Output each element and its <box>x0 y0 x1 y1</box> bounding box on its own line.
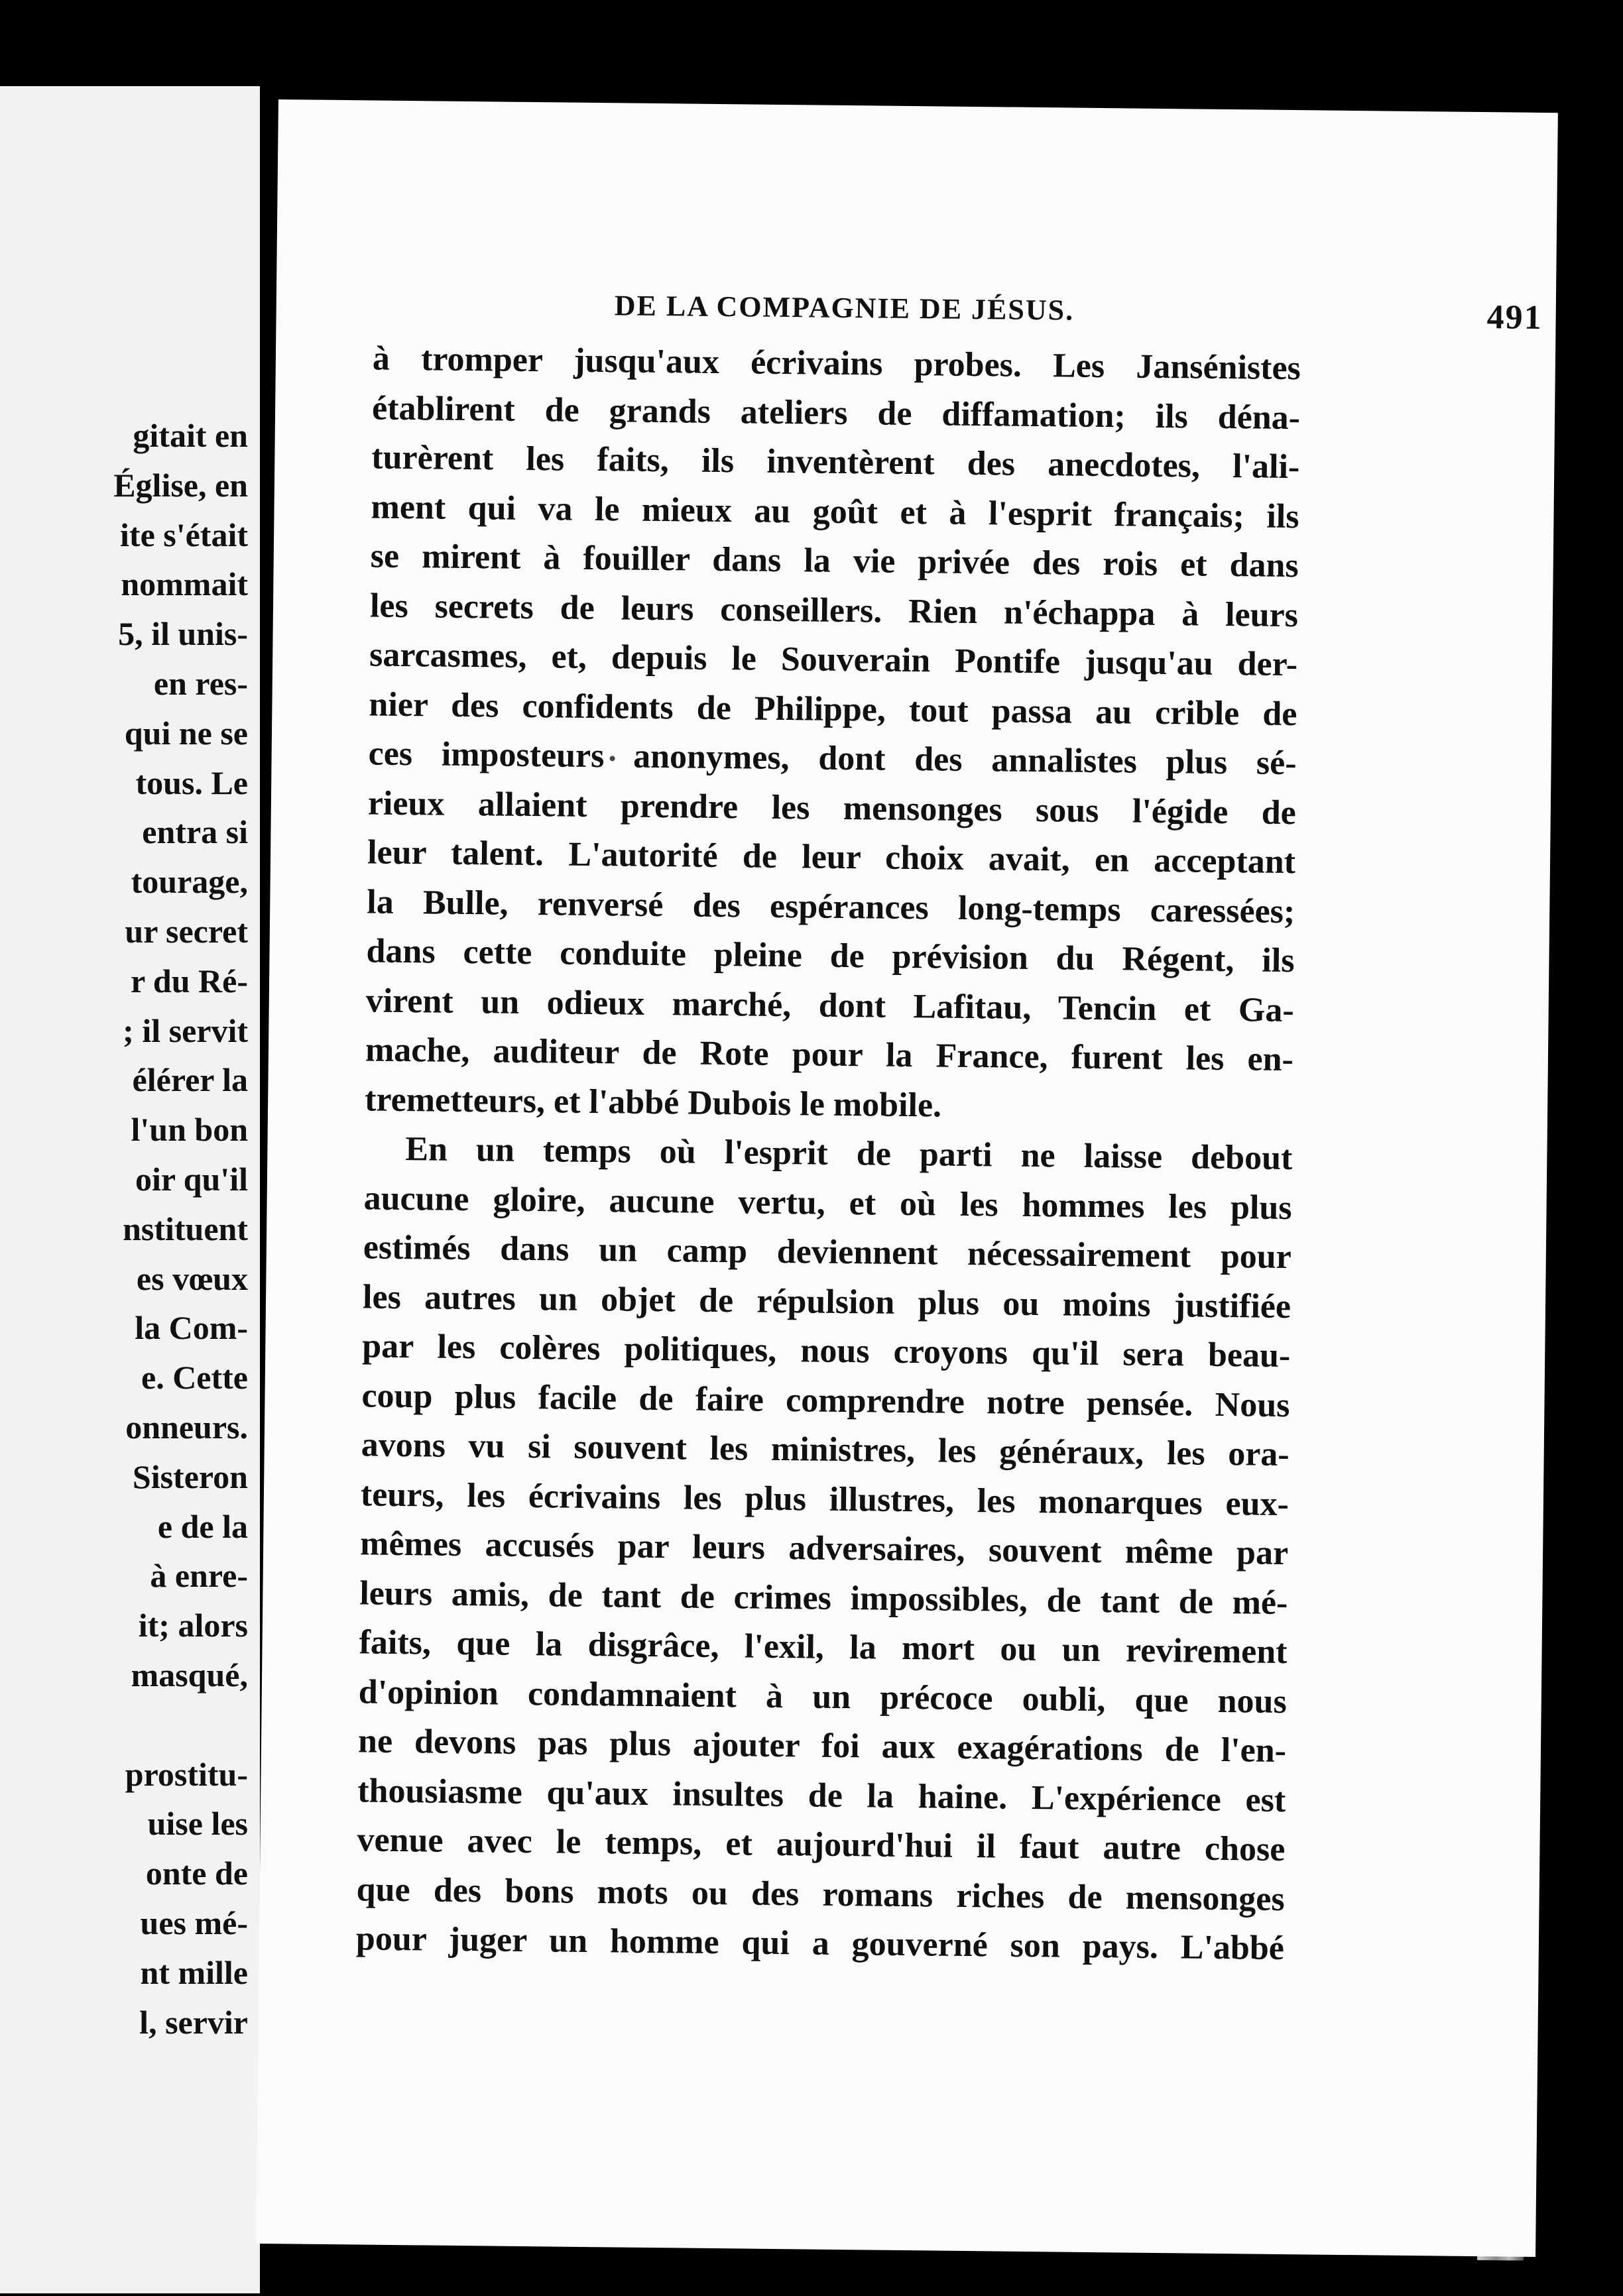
left-page-line-fragment: gitait en <box>133 417 248 454</box>
text-line: la Bulle, renversé des espérances long-temps caressées; <box>367 882 1295 931</box>
left-page-line-fragment: es vœux <box>136 1259 248 1297</box>
text-line: mêmes accusés par leurs adversaires, souvent même par <box>359 1524 1289 1573</box>
text-line: nier des confidents de Philippe, tout passa au crible de <box>369 685 1297 733</box>
left-page-line-fragment: en res- <box>153 664 248 702</box>
text-line: estimés dans un camp deviennent nécessairement pour <box>363 1228 1292 1277</box>
left-page-line-fragment: tourage, <box>131 863 248 901</box>
text-line: ment qui va le mieux au goût et à l'esprit français; ils <box>371 487 1299 536</box>
main-page <box>256 99 1558 2257</box>
text-line: établirent de grands ateliers de diffamation; ils déna- <box>371 389 1301 437</box>
text-line: turèrent les faits, ils inventèrent des anecdotes, l'ali- <box>371 438 1300 487</box>
left-page-line-fragment: nstituent <box>123 1210 248 1247</box>
text-line: rieux allaient prendre les mensonges sous l'égide de <box>367 783 1297 832</box>
left-page-line-fragment: r du Ré- <box>131 962 248 1000</box>
text-line: que des bons mots ou des romans riches de mensonges <box>356 1870 1285 1918</box>
left-page-line-fragment: nommait <box>121 565 248 603</box>
page-number: 491 <box>1486 298 1543 337</box>
text-line: coup plus facile de faire comprendre notre pensée. Nous <box>361 1376 1290 1424</box>
left-facing-page <box>0 86 260 2293</box>
text-line: par les colères politiques, nous croyons qu'il sera beau- <box>362 1327 1291 1375</box>
text-line: à tromper jusqu'aux écrivains probes. Les Jansénistes <box>372 339 1301 388</box>
text-line: les autres un objet de répulsion plus ou moins justifiée <box>362 1277 1292 1326</box>
text-line: leurs amis, de tant de crimes impossibles, de tant de mé- <box>359 1574 1288 1622</box>
text-line: mache, auditeur de Rote pour la France, furent les en- <box>365 1031 1294 1079</box>
text-line: se mirent à fouiller dans la vie privée des rois et dans <box>370 537 1299 585</box>
left-page-line-fragment <box>0 1700 248 1750</box>
running-title: DE LA COMPAGNIE DE JÉSUS. <box>614 289 1075 327</box>
left-page-line-fragment: masqué, <box>131 1656 248 1693</box>
text-line: les secrets de leurs conseillers. Rien n'échappa à leurs <box>369 586 1299 634</box>
left-page-line-fragment: élérer la <box>132 1061 248 1099</box>
left-page-line-fragment: l, servir <box>139 2003 248 2041</box>
text-line: dans cette conduite pleine de prévision du Régent, ils <box>366 932 1295 980</box>
left-page-line-fragment: la Com- <box>135 1309 248 1347</box>
left-page-line-fragment: e de la <box>157 1507 248 1545</box>
text-line: teurs, les écrivains les plus illustres, les monarques eux- <box>360 1475 1290 1523</box>
left-page-line-fragment: tous. Le <box>135 764 248 801</box>
text-line: d'opinion condamnaient à un précoce oubli, que nous <box>358 1672 1288 1721</box>
body-text <box>356 335 1301 1974</box>
text-line: virent un odieux marché, dont Lafitau, Tencin et Ga- <box>365 981 1294 1029</box>
left-page-line-fragment: ur secret <box>125 912 248 950</box>
left-page-line-fragment: prostitu- <box>125 1755 248 1793</box>
text-line: aucune gloire, aucune vertu, et où les hommes les plus <box>363 1178 1292 1227</box>
text-line: tremetteurs, et l'abbé Dubois le mobile. <box>364 1080 942 1125</box>
text-line: pour juger un homme qui a gouverné son pays. L'abbé <box>355 1920 1285 1968</box>
left-page-line-fragment: onte de <box>145 1855 248 1892</box>
text-line: faits, que la disgrâce, l'exil, la mort ou un revirement <box>359 1623 1288 1672</box>
text-line: ne devons pas plus ajouter foi aux exagérations de l'en- <box>357 1722 1287 1770</box>
text-line: avons vu si souvent les ministres, les généraux, les ora- <box>361 1426 1290 1474</box>
paragraph-2 <box>356 1124 1293 1973</box>
left-page-line-fragment: ite s'était <box>120 516 248 553</box>
left-page-line-fragment: it; alors <box>138 1607 248 1644</box>
left-page-line-fragment: l'un bon <box>131 1111 248 1149</box>
left-page-text-fragments <box>0 411 248 2047</box>
left-page-line-fragment: e. Cette <box>141 1359 248 1397</box>
running-head <box>614 288 1543 337</box>
text-line: ces imposteurs anonymes, dont des annalistes plus sé- <box>368 734 1297 783</box>
left-page-line-fragment: Sisteron <box>132 1458 248 1495</box>
left-page-line-fragment: à enre- <box>150 1557 248 1595</box>
left-page-line-fragment: Église, en <box>113 466 248 504</box>
left-page-line-fragment: onneurs. <box>125 1408 248 1446</box>
left-page-line-fragment: qui ne se <box>124 714 248 752</box>
text-line: En un temps où l'esprit de parti ne laisse debout <box>405 1130 1293 1178</box>
left-page-line-fragment: entra si <box>142 813 248 851</box>
left-page-line-fragment: 5, il unis- <box>118 615 248 653</box>
paragraph-1 <box>365 335 1301 1135</box>
left-page-line-fragment: ues mé- <box>140 1904 248 1941</box>
text-line: venue avec le temps, et aujourd'hui il faut autre chose <box>357 1821 1286 1869</box>
left-page-line-fragment: uise les <box>147 1805 248 1843</box>
left-page-line-fragment: ; il servit <box>123 1011 248 1049</box>
text-line: leur talent. L'autorité de leur choix avait, en acceptant <box>367 833 1296 882</box>
text-line: sarcasmes, et, depuis le Souverain Pontife jusqu'au der- <box>369 636 1298 684</box>
text-line: thousiasme qu'aux insultes de la haine. L'expérience est <box>357 1771 1286 1819</box>
left-page-line-fragment: oir qu'il <box>135 1160 248 1198</box>
left-page-line-fragment: nt mille <box>140 1953 248 1991</box>
